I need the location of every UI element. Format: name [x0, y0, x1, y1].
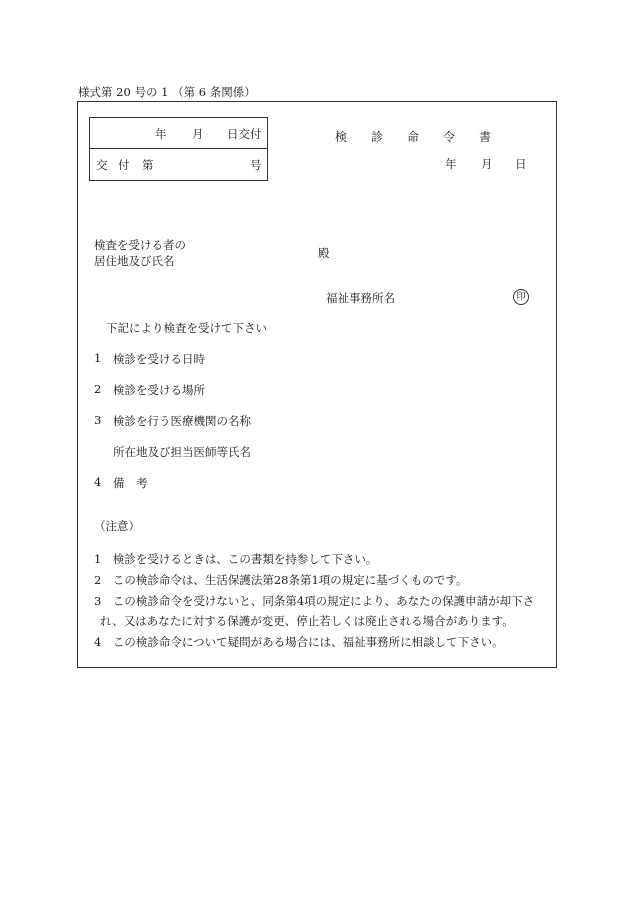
item-text: 検診を受ける日時	[113, 352, 205, 366]
item-number: 1	[94, 351, 102, 365]
title-char-4: 令	[443, 130, 456, 144]
issue-info-box	[89, 117, 268, 181]
seal-mark: 印	[513, 289, 529, 305]
issue-char-2: 付	[118, 158, 130, 172]
title-char-1: 検	[335, 130, 348, 144]
form-number-header: 様式第 20 号の 1 （第 6 条関係）	[78, 85, 256, 99]
issue-number-suffix: 号	[250, 158, 262, 172]
notes-heading: （注意）	[94, 519, 140, 533]
note-line: 1 検診を受けるときは、この書類を持参して下さい。	[94, 552, 378, 566]
issue-day-label: 日交付	[227, 127, 262, 141]
item-text: 検診を受ける場所	[113, 383, 205, 397]
instruction-text: 下記により検査を受けて下さい	[106, 321, 267, 335]
box-divider	[90, 148, 267, 149]
note-line: れ、又はあなたに対する保護が変更、停止若しくは廃止される場合があります。	[100, 614, 514, 628]
item-number: 3	[94, 413, 102, 427]
note-line: 2 この検診命令は、生活保護法第28条第1項の規定に基づくものです。	[94, 573, 468, 587]
recipient-line-2: 居住地及び氏名	[94, 254, 175, 268]
date-day-label: 日	[515, 157, 527, 171]
item-number: 4	[94, 475, 102, 489]
office-name-label: 福祉事務所名	[326, 291, 395, 305]
item-number: 2	[94, 382, 102, 396]
issue-year-label: 年	[155, 127, 167, 141]
date-year-label: 年	[445, 157, 457, 171]
item-text: 備 考	[113, 476, 148, 490]
item-text-continued: 所在地及び担当医師等氏名	[113, 445, 251, 459]
note-line: 3 この検診命令を受けないと、同条第4項の規定により、あなたの保護申請が却下さ	[94, 594, 535, 608]
note-line: 4 この検診命令について疑問がある場合には、福祉事務所に相談して下さい。	[94, 635, 504, 649]
recipient-line-1: 検査を受ける者の	[94, 238, 186, 252]
title-char-5: 書	[479, 130, 492, 144]
honorific: 殿	[318, 246, 330, 260]
issue-month-label: 月	[192, 127, 204, 141]
title-char-3: 命	[407, 130, 420, 144]
issue-number-label: 第	[142, 158, 154, 172]
issue-char-1: 交	[96, 158, 108, 172]
item-text: 検診を行う医療機関の名称	[113, 414, 251, 428]
title-char-2: 診	[371, 130, 384, 144]
date-month-label: 月	[481, 157, 493, 171]
